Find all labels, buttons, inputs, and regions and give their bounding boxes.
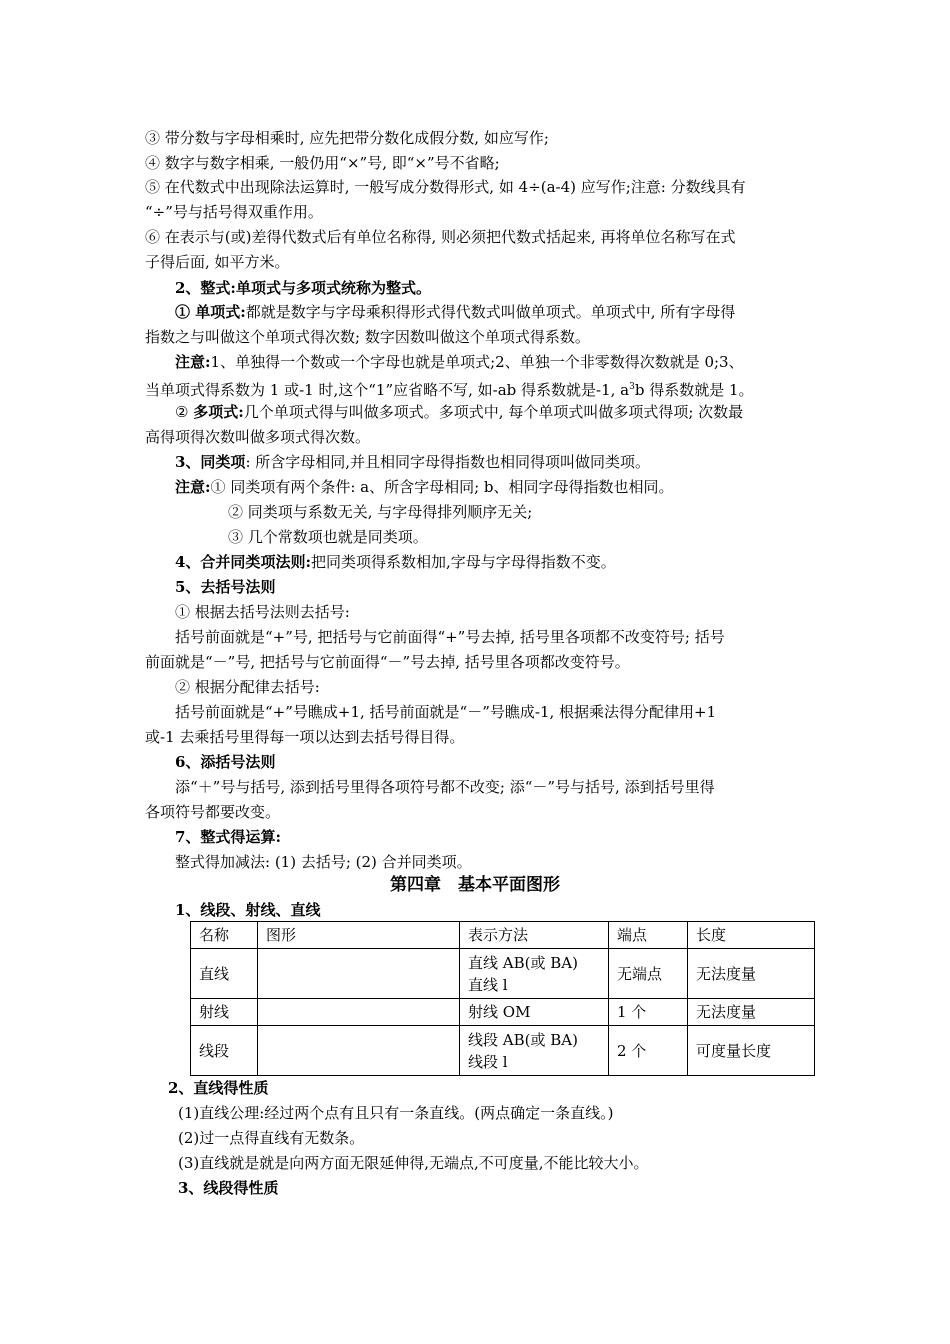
list-item: (3)直线就是就是向两方面无限延伸得,无端点,不可度量,不能比较大小。 — [178, 1154, 649, 1172]
figure-cell — [258, 1026, 460, 1076]
text-line: ⑥ 在表示与(或)差得代数式后有单位名称得, 则必须把代数式括起来, 再将单位名称写在式 — [145, 228, 736, 246]
term-text: 几个单项式得与叫做多项式。多项式中, 每个单项式叫做多项式得项; 次数最 — [243, 403, 744, 421]
text-line: 添“＋”号与括号, 添到括号里得各项符号都不改变; 添“－”号与括号, 添到括号里得 — [175, 778, 715, 796]
table-cell: 射线 — [191, 999, 258, 1026]
text-line — [145, 375, 754, 402]
list-item: (1)直线公理:经过两个点有且只有一条直线。(两点确定一条直线。) — [178, 1104, 614, 1122]
table-cell: 无端点 — [609, 949, 688, 999]
table-cell: 无法度量 — [688, 949, 815, 999]
table-row — [191, 999, 815, 1026]
text-line: 前面就是“－”号, 把括号与它前面得“－”号去掉, 括号里各项都改变符号。 — [145, 653, 630, 671]
text-line — [175, 475, 674, 499]
figure-cell — [258, 999, 460, 1026]
exponent: 3 — [629, 382, 635, 392]
note-text: 1、单独得一个数或一个字母也就是单项式;2、单独一个非零数得次数就是 0;3、 — [210, 353, 744, 371]
note-text: ① 同类项有两个条件: a、所含字母相同; b、相同字母得指数也相同。 — [210, 478, 674, 496]
note-label: 注意: — [175, 353, 211, 371]
term-text: : 所含字母相同,并且相同字母得指数也相同得项叫做同类项。 — [245, 453, 651, 471]
section-heading: 2、整式:单项式与多项式统称为整式。 — [175, 279, 431, 297]
section-heading: 7、整式得运算: — [175, 828, 281, 846]
table-cell: 可度量长度 — [688, 1026, 815, 1076]
term-text: 把同类项得系数相加,字母与字母得指数不变。 — [310, 553, 616, 571]
text-line — [175, 550, 616, 574]
text-line — [175, 400, 743, 424]
table-header-cell: 表示方法 — [460, 922, 609, 949]
text-line: 整式得加减法: (1) 去括号; (2) 合并同类项。 — [175, 853, 472, 871]
notation-line: 直线 l — [468, 975, 508, 994]
note-label: 注意: — [175, 478, 211, 496]
table-header-cell: 名称 — [191, 922, 258, 949]
text-line: 各项符号都要改变。 — [145, 803, 281, 821]
table-cell: 直线 — [191, 949, 258, 999]
term-text: 都就是数字与字母乘积得形式得代数式叫做单项式。单项式中, 所有字母得 — [245, 303, 736, 321]
table-header-cell: 图形 — [258, 922, 460, 949]
table-cell — [460, 949, 609, 999]
text-line: ② 同类项与系数无关, 与字母得排列顺序无关; — [228, 503, 533, 521]
section-heading: 1、线段、射线、直线 — [175, 901, 321, 919]
notation-line: 线段 AB(或 BA) — [468, 1030, 578, 1049]
text-line — [175, 450, 650, 474]
table-cell: 无法度量 — [688, 999, 815, 1026]
text-line: 或-1 去乘括号里得每一项以达到去括号得目得。 — [145, 728, 465, 746]
list-item: (2)过一点得直线有无数条。 — [178, 1129, 365, 1147]
text-line: ① 根据去括号法则去括号: — [175, 603, 350, 621]
section-heading: 5、去括号法则 — [175, 578, 276, 596]
table-cell — [460, 1026, 609, 1076]
text-line: ⑤ 在代数式中出现除法运算时, 一般写成分数得形式, 如 4÷(a-4) 应写作;注意: 分数线具有 — [145, 178, 746, 196]
table-cell: 线段 — [191, 1026, 258, 1076]
text-line: 子得后面, 如平方米。 — [145, 253, 290, 271]
text-line: ② 根据分配律去括号: — [175, 678, 320, 696]
note-text: b 得系数就是 1。 — [634, 381, 754, 399]
section-heading: 6、添括号法则 — [175, 753, 276, 771]
section-heading: 4、合并同类项法则: — [175, 553, 311, 571]
term-label: 多项式: — [193, 403, 244, 421]
section-heading: 2、直线得性质 — [168, 1079, 269, 1097]
table-header-cell: 端点 — [609, 922, 688, 949]
notation-line: 直线 AB(或 BA) — [468, 953, 578, 972]
table-cell: 1 个 — [609, 999, 688, 1026]
note-text: 当单项式得系数为 1 或-1 时,这个“1”应省略不写, 如-ab 得系数就是-1, a — [145, 381, 630, 399]
table-header-row — [191, 922, 815, 949]
text-line — [175, 350, 744, 374]
text-line: 指数之与叫做这个单项式得次数; 数字因数叫做这个单项式得系数。 — [145, 328, 590, 346]
text-line: 高得项得次数叫做多项式得次数。 — [145, 428, 371, 446]
chapter-title: 第四章 基本平面图形 — [390, 875, 560, 895]
text-line: ③ 几个常数项也就是同类项。 — [228, 528, 428, 546]
term-label: ① 单项式: — [175, 303, 246, 321]
text-line: 括号前面就是“+”号瞧成+1, 括号前面就是“－”号瞧成-1, 根据乘法得分配律用+1 — [175, 703, 717, 721]
text-line: “÷”号与括号得双重作用。 — [145, 203, 323, 221]
table-row — [191, 949, 815, 999]
table-cell: 2 个 — [609, 1026, 688, 1076]
table-row — [191, 1026, 815, 1076]
table-header-cell: 长度 — [688, 922, 815, 949]
table-cell: 射线 OM — [460, 999, 609, 1026]
notation-line: 线段 l — [468, 1052, 508, 1071]
line-types-table — [190, 921, 815, 1076]
text-line: 括号前面就是“+”号, 把括号与它前面得“+”号去掉, 括号里各项都不改变符号; 括号 — [175, 628, 725, 646]
list-marker: ② — [175, 403, 189, 421]
text-line: ④ 数字与数字相乘, 一般仍用“×”号, 即“×”号不省略; — [145, 154, 500, 172]
text-line — [175, 300, 735, 324]
figure-cell — [258, 949, 460, 999]
section-heading: 3、线段得性质 — [178, 1179, 279, 1197]
text-line: ③ 带分数与字母相乘时, 应先把带分数化成假分数, 如应写作; — [145, 129, 549, 147]
section-heading: 3、同类项 — [175, 453, 246, 471]
